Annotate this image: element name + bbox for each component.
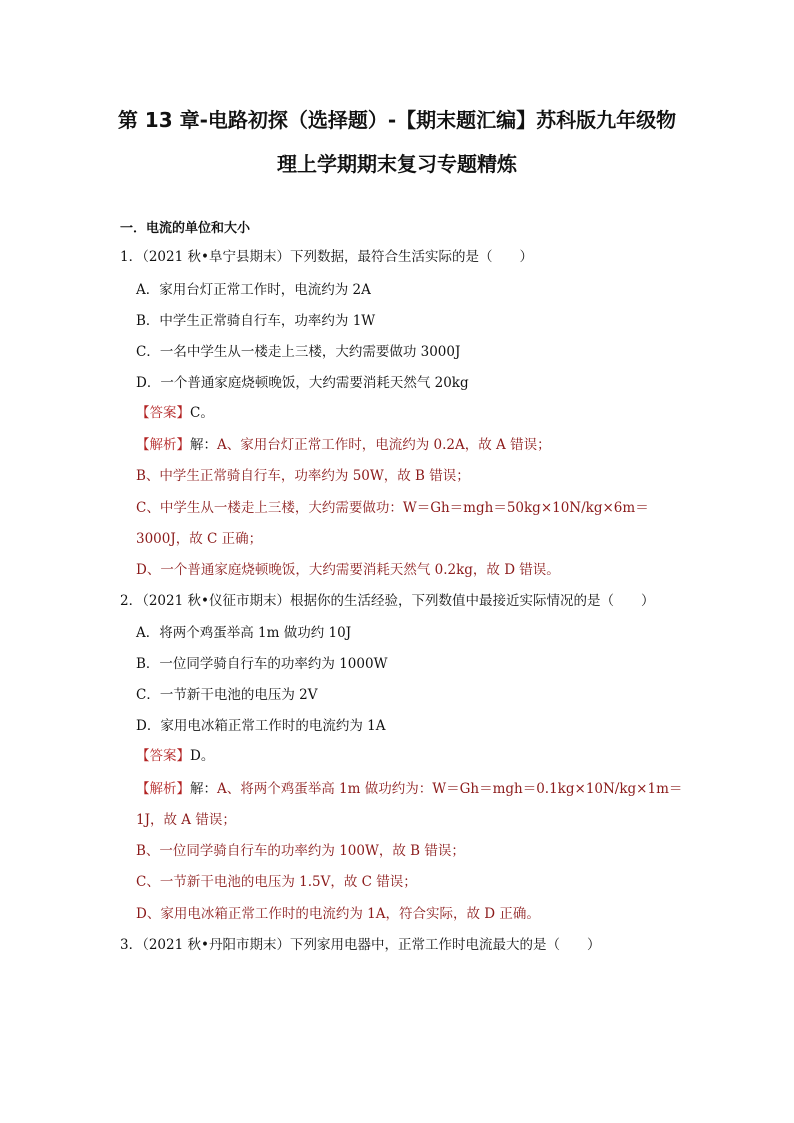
question-3-stem: 3．（2021 秋•丹阳市期末）下列家用电器中，正常工作时电流最大的是（ ） bbox=[120, 937, 601, 953]
question-2-option-c: C．一节新干电池的电压为 2V bbox=[136, 687, 318, 703]
question-1-stem: 1．（2021 秋•阜宁县期末）下列数据，最符合生活实际的是（ ） bbox=[120, 249, 533, 265]
question-2-analysis-line-4: C、一节新干电池的电压为 1.5V，故 C 错误； bbox=[136, 874, 417, 890]
analysis-tag: 【解析】 bbox=[136, 437, 190, 453]
analysis-text: A、将两个鸡蛋举高 1m 做功约为：W＝Gh＝mgh＝0.1kg×10N/kg×1m＝ bbox=[217, 781, 683, 797]
question-2-answer bbox=[136, 747, 214, 765]
answer-tag: 【答案】 bbox=[136, 405, 190, 421]
question-2-option-d: D．家用电冰箱正常工作时的电流约为 1A bbox=[136, 718, 386, 734]
question-2-analysis-line-2: 1J，故 A 错误； bbox=[136, 812, 236, 828]
question-1-analysis-line-5: D、一个普通家庭烧顿晚饭，大约需要消耗天然气 0.2kg，故 D 错误。 bbox=[136, 562, 560, 578]
question-1-option-d: D．一个普通家庭烧顿晚饭，大约需要消耗天然气 20kg bbox=[136, 375, 469, 391]
question-2-analysis-line-3: B、一位同学骑自行车的功率约为 100W，故 B 错误； bbox=[136, 843, 465, 859]
document-title-line-1: 第 13 章-电路初探（选择题）-【期末题汇编】苏科版九年级物 bbox=[117, 108, 677, 132]
question-2-analysis-line-1 bbox=[136, 780, 682, 798]
question-2-analysis-line-5: D、家用电冰箱正常工作时的电流约为 1A，符合实际，故 D 正确。 bbox=[136, 906, 540, 922]
section-heading: 一．电流的单位和大小 bbox=[120, 221, 251, 236]
question-1-option-b: B．中学生正常骑自行车，功率约为 1W bbox=[136, 313, 376, 329]
question-2-stem: 2．（2021 秋•仪征市期末）根据你的生活经验，下列数值中最接近实际情况的是（ ） bbox=[120, 593, 655, 609]
answer-value: C。 bbox=[190, 405, 214, 421]
question-2-option-b: B．一位同学骑自行车的功率约为 1000W bbox=[136, 656, 388, 672]
question-2-option-a: A．将两个鸡蛋举高 1m 做功约 10J bbox=[136, 625, 352, 641]
analysis-text: A、家用台灯正常工作时，电流约为 0.2A，故 A 错误； bbox=[217, 437, 551, 453]
question-1-answer bbox=[136, 404, 214, 422]
analysis-tag: 【解析】 bbox=[136, 781, 190, 797]
question-1-analysis-line-1 bbox=[136, 436, 551, 454]
answer-tag: 【答案】 bbox=[136, 748, 190, 764]
question-1-analysis-line-2: B、中学生正常骑自行车，功率约为 50W，故 B 错误； bbox=[136, 468, 470, 484]
question-1-option-a: A．家用台灯正常工作时，电流约为 2A bbox=[136, 282, 371, 298]
question-1-option-c: C．一名中学生从一楼走上三楼，大约需要做功 3000J bbox=[136, 344, 461, 360]
document-title-line-2: 理上学期期末复习专题精炼 bbox=[277, 152, 517, 176]
question-1-analysis-line-3: C、中学生从一楼走上三楼，大约需要做功：W＝Gh＝mgh＝50kg×10N/kg×6m＝ bbox=[136, 500, 649, 516]
answer-value: D。 bbox=[190, 748, 215, 764]
question-1-analysis-line-4: 3000J，故 C 正确； bbox=[136, 531, 263, 547]
analysis-lead: 解： bbox=[190, 781, 217, 797]
analysis-lead: 解： bbox=[190, 437, 217, 453]
